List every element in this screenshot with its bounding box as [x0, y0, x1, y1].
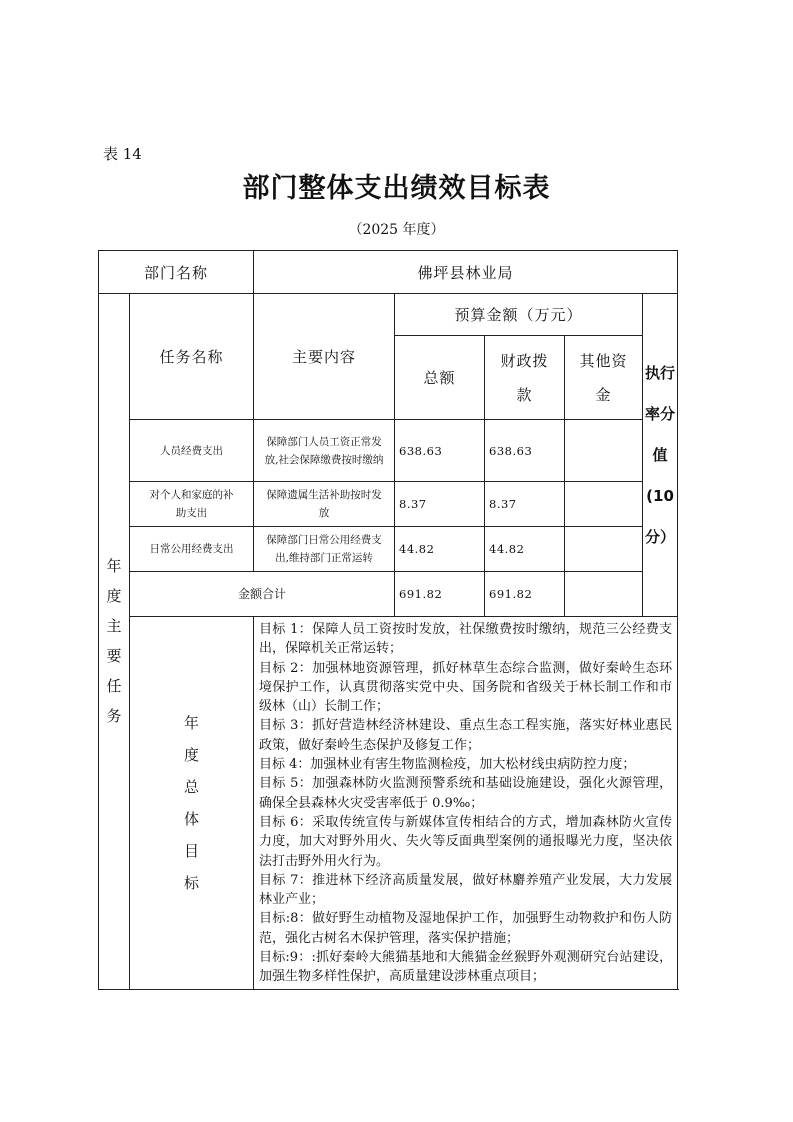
- goals-row: [99, 617, 678, 990]
- table-row: [99, 482, 678, 527]
- task-content: 保障部门日常公用经费支出,维持部门正常运转: [254, 527, 395, 572]
- sum-fiscal: 691.82: [485, 572, 565, 617]
- task-fiscal: 638.63: [485, 420, 565, 482]
- task-total: 638.63: [395, 420, 485, 482]
- task-fiscal: 44.82: [485, 527, 565, 572]
- task-other: [565, 527, 643, 572]
- goal-item: 目标 7：推进林下经济高质量发展，做好林麝养殖产业发展，大力发展林业产业；: [259, 872, 673, 908]
- goal-item: 目标:8：做好野生动植物及湿地保护工作，加强野生动物救护和伤人防范，强化古树名木保护管理，落实保护措施；: [259, 911, 673, 946]
- task-fiscal: 8.37: [485, 482, 565, 527]
- budget-header: 预算金额（万元）: [395, 294, 643, 336]
- task-name: 对个人和家庭的补助支出: [130, 482, 254, 527]
- table-row: [99, 527, 678, 572]
- goal-item: 目标 3：抓好营造林经济林建设、重点生态工程实施，落实好林业惠民政策，做好秦岭生态保护及修复工作；: [259, 718, 673, 753]
- task-name: 人员经费支出: [130, 420, 254, 482]
- sum-other: [565, 572, 643, 617]
- task-other: [565, 420, 643, 482]
- main-content-header: 主要内容: [254, 294, 395, 420]
- dept-row: [99, 251, 678, 294]
- goal-item: 目标:9：:抓好秦岭大熊猫基地和大熊猫金丝猴野外观测研究台站建设，加强生物多样性保护，高质量建设涉林重点项目；: [259, 950, 673, 985]
- task-name: 日常公用经费支出: [130, 527, 254, 572]
- goals-list: [254, 617, 678, 990]
- goal-item: 目标 4：加强林业有害生物监测检疫，加大松材线虫病防控力度；: [259, 757, 636, 773]
- task-other: [565, 482, 643, 527]
- performance-table: [98, 250, 678, 990]
- table-number: 表 14: [103, 145, 142, 163]
- fiscal-header: 财政拨 款: [485, 336, 565, 420]
- page-title: 部门整体支出绩效目标表: [242, 173, 551, 204]
- dept-label: 部门名称: [99, 251, 254, 294]
- annual-tasks-header: 年 度 主 要 任 务: [99, 294, 130, 990]
- page-subtitle: （2025 年度）: [348, 222, 445, 238]
- table-row: [99, 420, 678, 482]
- other-header: 其他资 金: [565, 336, 643, 420]
- goal-item: 目标 5：加强森林防火监测预警系统和基础设施建设，强化火源管理，确保全县森林火灾受害率低于 0.9‰；: [259, 776, 673, 811]
- goal-item: 目标 6：采取传统宣传与新媒体宣传相结合的方式，增加森林防火宣传力度，加大对野外用火、失火等反面典型案例的通报曝光力度，坚决依法打击野外用火行为。: [259, 814, 673, 869]
- annual-goal-header: 年 度 总 体 目 标: [130, 617, 254, 990]
- sum-total: 691.82: [395, 572, 485, 617]
- goal-item: 目标 1：保障人员工资按时发放，社保缴费按时缴纳，规范三公经费支出，保障机关正常运转；: [259, 622, 673, 657]
- sum-row: [99, 572, 678, 617]
- header-row-1: [99, 294, 678, 336]
- task-content: 保障部门人员工资正常发放,社会保障缴费按时缴纳: [254, 420, 395, 482]
- task-total: 44.82: [395, 527, 485, 572]
- exec-rate-header: 执行 率分 值(10 分）: [643, 294, 678, 617]
- sum-label: 金额合计: [130, 572, 395, 617]
- task-total: 8.37: [395, 482, 485, 527]
- task-content: 保障遗属生活补助按时发放: [254, 482, 395, 527]
- goal-item: 目标 2：加强林地资源管理，抓好林草生态综合监测，做好秦岭生态环境保护工作，认真贯彻落实党中央、国务院和省级关于林长制工作和市级林（山）长制工作；: [259, 660, 673, 715]
- task-name-header: 任务名称: [130, 294, 254, 420]
- total-header: 总额: [395, 336, 485, 420]
- dept-value: 佛坪县林业局: [254, 251, 678, 294]
